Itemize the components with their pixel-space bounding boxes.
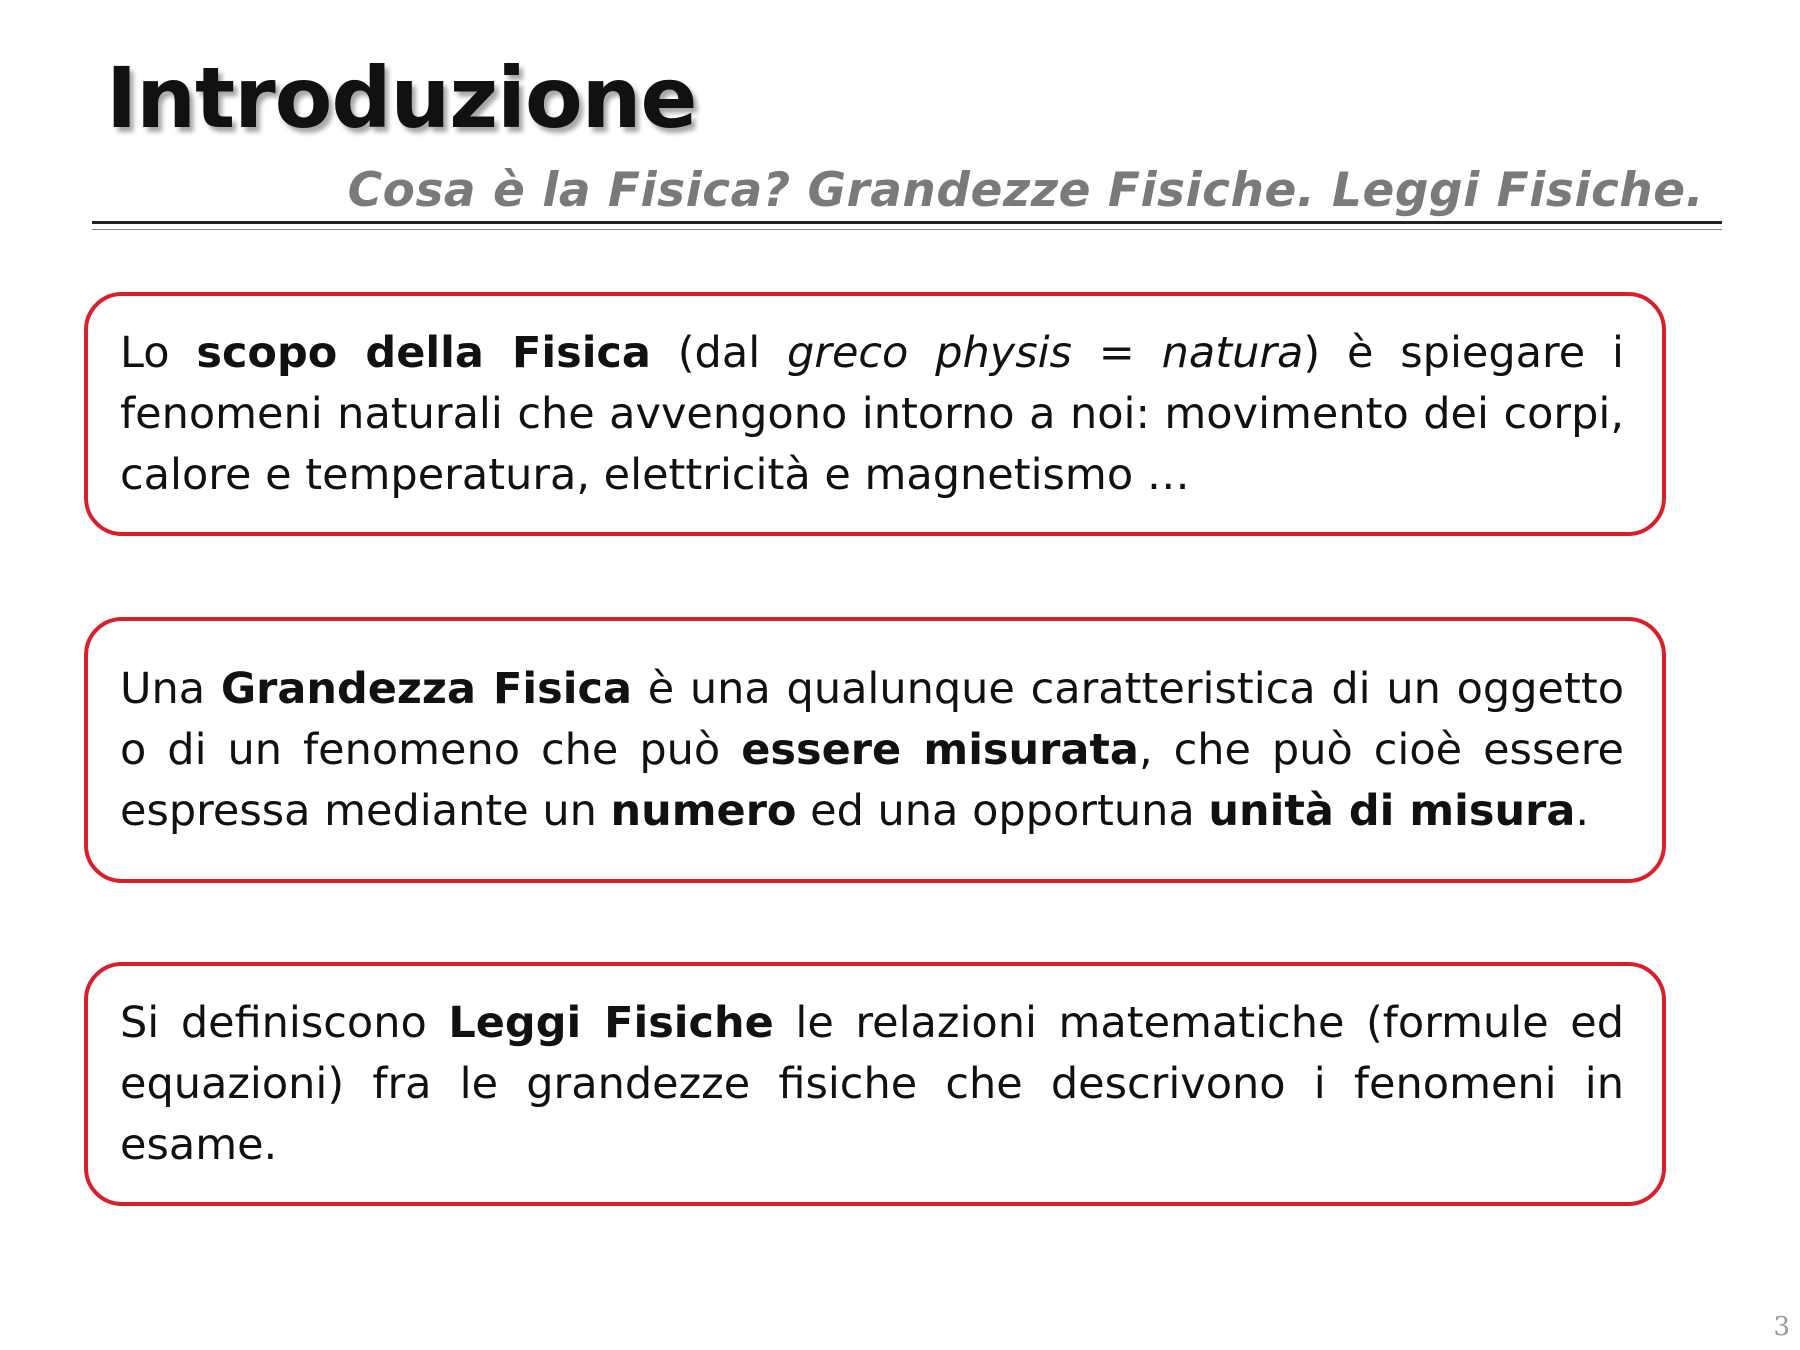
emphasis-scopo: scopo della Fisica [196, 327, 651, 378]
emphasis-physis: physis [935, 327, 1072, 378]
page-number: 3 [1773, 1312, 1790, 1342]
header-divider [92, 221, 1722, 224]
emphasis-numero: numero [610, 785, 797, 836]
emphasis-greco: greco [786, 327, 909, 378]
definition-box-laws [84, 962, 1666, 1206]
emphasis-unita: unità di misura [1208, 785, 1576, 836]
emphasis-natura: natura [1161, 327, 1304, 378]
definition-box-quantity [84, 617, 1666, 883]
slide-title: Introduzione [106, 49, 697, 147]
definition-box-physics [84, 292, 1666, 536]
definition-text-laws: Si definiscono Leggi Fisiche le relazioni matematiche (formule ed equazioni) fra le grandezze fisiche che descrivono i fenomeni in esame. [120, 997, 1625, 1170]
emphasis-leggi: Leggi Fisiche [448, 997, 774, 1048]
slide-subtitle: Cosa è la Fisica? Grandezze Fisiche. Leggi Fisiche. [347, 163, 1704, 218]
definition-text-quantity: Una Grandezza Fisica è una qualunque caratteristica di un oggetto o di un fenomeno che può essere misurata, che può cioè essere espressa mediante un numero ed una opportuna unità di misura. [120, 663, 1625, 836]
header-divider-thin [92, 229, 1722, 230]
definition-text-physics: Lo scopo della Fisica (dal greco physis = natura) è spiegare i fenomeni naturali che avvengono intorno a noi: movimento dei corpi, calore e temperatura, elettricità e magnetismo … [120, 327, 1624, 500]
emphasis-grandezza: Grandezza Fisica [220, 663, 632, 714]
emphasis-misurata: essere misurata [741, 724, 1139, 775]
